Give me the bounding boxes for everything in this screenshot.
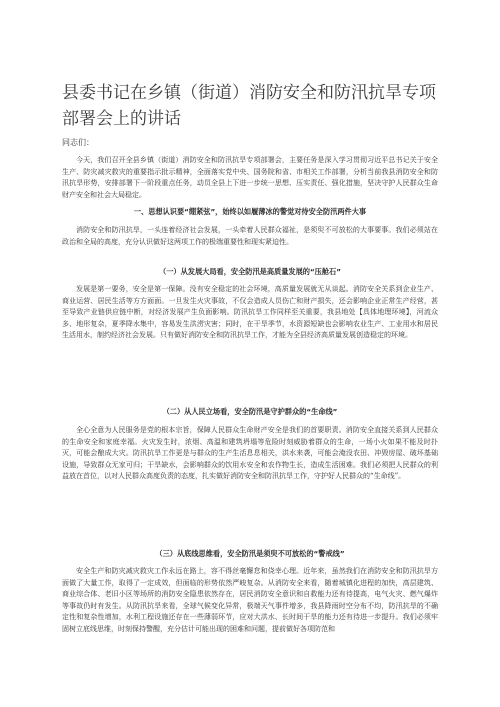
section-1-paragraph: 消防安全和防汛抗旱，一头连着经济社会发展，一头牵着人民群众福祉，是须臾不可放松的大事要事。我们必须站在政治和全局的高度，充分认识做好这两项工作的极端重要性和现实紧迫性。 (62, 226, 438, 246)
intro-paragraph: 今天，我们召开全县乡镇（街道）消防安全和防汛抗旱专项部署会，主要任务是深入学习贯彻习近平总书记关于安全生产、防灾减灾救灾的重要指示批示精神，全面落实党中央、国务院和省、市相关工作部署，分析当前我县消防安全和防汛抗旱形势，安排部署下一阶段重点任务，动员全县上下进一步统一思想、压实责任、强化措施，坚决守护人民群众生命财产安全和社会大局稳定。 (62, 156, 438, 199)
document-title: 县委书记在乡镇（街道）消防安全和防汛抗旱专项部署会上的讲话 (62, 83, 436, 129)
subsection-1-paragraph: 发展是第一要务，安全是第一保障。没有安全稳定的社会环境，高质量发展就无从谈起。消防安全关系到企业生产、商业运营、居民生活等方方面面。一旦发生火灾事故，不仅会造成人员伤亡和财产损失，还会影响企业正常生产经营，甚至导致产业链供应链中断，对经济发展产生负面影响。防汛抗旱工作同样至关重要，我县地处【具体地理环境】，河流众多、地形复杂，夏季降水集中，容易发生洪涝灾害；同时，在干旱季节，水资源短缺也会影响农业生产、工业用水和居民生活用水，制约经济社会发展。只有做好消防安全和防汛抗旱工作，才能为全县经济高质量发展创造稳定的环境。 (62, 285, 438, 340)
subsection-2-heading: （二）从人民立场看，安全防汛是守护群众的“生命线” (162, 407, 338, 416)
section-1-heading: 一、思想认识要“绷紧弦”，始终以如履薄冰的警觉对待安全防汛两件大事 (133, 207, 367, 216)
subsection-3-paragraph: 安全生产和防灾减灾救灾工作永远在路上，容不得丝毫懈怠和侥幸心理。近年来，虽然我们在消防安全和防汛抗旱方面做了大量工作，取得了一定成效，但面临的形势依然严峻复杂。从消防安全来看，随着城镇化进程的加快，高层建筑、商业综合体、老旧小区等场所的消防安全隐患依然存在，居民消防安全意识和自救能力还有待提高，电气火灾、燃气爆炸等事故仍时有发生。从防汛抗旱来看，全球气候变化异常，极端天气事件增多，我县降雨时空分布不均，防汛抗旱的不确定性和复杂性增加，水利工程设施还存在一些薄弱环节，应对大洪水、长时间干旱的能力还有待进一步提升。我们必须牢固树立底线思维，时刻保持警醒，充分估计可能出现的困难和问题，提前做好各项防范和 (62, 567, 438, 633)
salutation: 同志们： (62, 138, 94, 147)
subsection-1-heading: （一）从发展大局看，安全防汛是高质量发展的“压舱石” (159, 267, 341, 276)
subsection-3-heading: （三）从底线思维看，安全防汛是须臾不可放松的“警戒线” (155, 549, 345, 558)
subsection-2-paragraph: 全心全意为人民服务是党的根本宗旨，保障人民群众生命财产安全是我们的首要职责。消防安全直接关系到人民群众的生命安全和家庭幸福。火灾发生时，浓烟、高温和建筑坍塌等危险时刻威胁着群众的生命，一场小火如果不能及时扑灭，可能会酿成大灾。防汛抗旱工作更是与群众的生产生活息息相关，洪水来袭，可能会淹没农田、冲毁房屋、破坏基础设施，导致群众无家可归；干旱缺水，会影响群众的饮用水安全和农作物生长，造成生活困难。我们必须把人民群众的利益放在首位，以对人民群众高度负责的态度，扎实做好消防安全和防汛抗旱工作，守护好人民群众的“生命线”。 (62, 426, 438, 481)
